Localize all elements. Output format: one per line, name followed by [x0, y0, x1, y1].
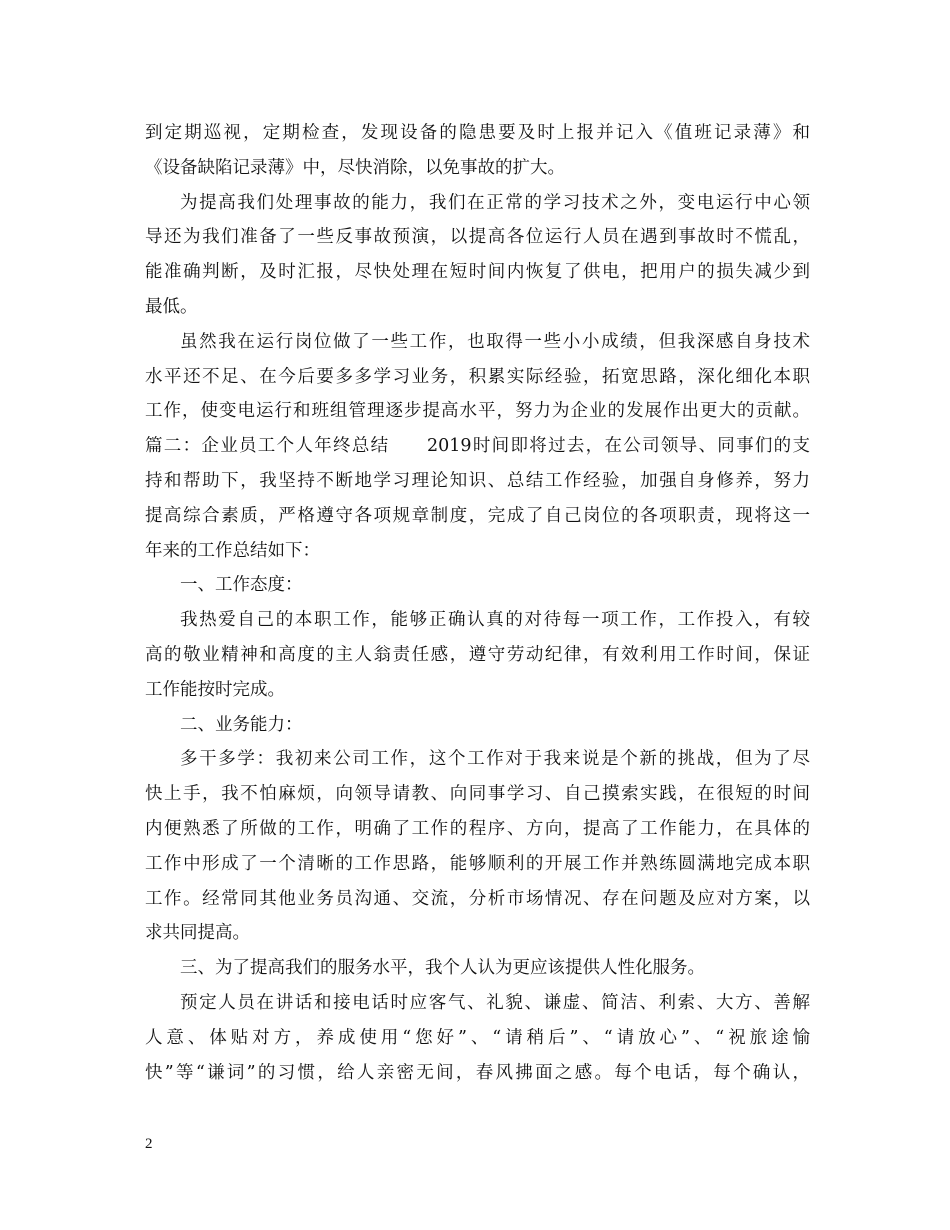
text-line: 为提高我们处理事故的能力，我们在正常的学习技术之外，变电运行中心领 — [180, 192, 810, 213]
text-line: 工作中形成了一个清晰的工作思路，能够顺利的开展工作并熟练圆满地完成本职 — [145, 853, 810, 874]
document-body — [145, 116, 810, 1090]
text-line: 求共同提高。 — [145, 923, 250, 944]
text-line: 三、为了提高我们的服务水平，我个人认为更应该提供人性化服务。 — [180, 958, 705, 979]
text-line: 一、工作态度： — [180, 575, 303, 596]
text-line: 到定期巡视，定期检查，发现设备的隐患要及时上报并记入《值班记录薄》和 — [145, 123, 810, 143]
text-line: 工作，使变电运行和班组管理逐步提高水平，努力为企业的发展作出更大的贡献。 — [145, 401, 810, 422]
text-line: 工作能按时完成。 — [145, 679, 285, 700]
text-line: 提高综合素质，严格遵守各项规章制度，完成了自己岗位的各项职责，现将这一 — [145, 505, 810, 526]
text-line: 篇二：企业员工个人年终总结 2019时间即将过去，在公司领导、同事们的支 — [145, 436, 810, 457]
text-line: 持和帮助下，我坚持不断地学习理论知识、总结工作经验，加强自身修养，努力 — [145, 470, 810, 491]
text-line: 年来的工作总结如下： — [145, 540, 320, 561]
text-line: 多干多学：我初来公司工作，这个工作对于我来说是个新的挑战，但为了尽 — [180, 749, 810, 770]
text-line: 能准确判断，及时汇报，尽快处理在短时间内恢复了供电，把用户的损失减少到 — [145, 262, 810, 283]
text-line: 人意、体贴对方，养成使用“您好”、“请稍后”、“请放心”、“祝旅途愉 — [145, 1027, 810, 1048]
text-line: 最低。 — [145, 296, 198, 317]
text-line: 二、业务能力： — [180, 714, 303, 735]
page-number: 2 — [145, 1136, 153, 1152]
text-line: 水平还不足、在今后要多多学习业务，积累实际经验，拓宽思路，深化细化本职 — [145, 366, 810, 387]
text-line: 高的敬业精神和高度的主人翁责任感，遵守劳动纪律，有效利用工作时间，保证 — [145, 644, 810, 665]
text-line: 预定人员在讲话和接电话时应客气、礼貌、谦虚、简洁、利索、大方、善解 — [180, 992, 810, 1013]
text-line: 我热爱自己的本职工作，能够正确认真的对待每一项工作，工作投入，有较 — [180, 610, 810, 631]
text-line: 《设备缺陷记录薄》中，尽快消除，以免事故的扩大。 — [145, 157, 565, 178]
text-line: 工作。经常同其他业务员沟通、交流，分析市场情况、存在问题及应对方案，以 — [145, 888, 810, 909]
text-line: 虽然我在运行岗位做了一些工作，也取得一些小小成绩，但我深感自身技术 — [180, 331, 810, 352]
text-line: 内便熟悉了所做的工作，明确了工作的程序、方向，提高了工作能力，在具体的 — [145, 818, 810, 839]
text-line: 导还为我们准备了一些反事故预演，以提高各位运行人员在遇到事故时不慌乱， — [145, 227, 810, 248]
text-line: 快上手，我不怕麻烦，向领导请教、向同事学习、自己摸索实践，在很短的时间 — [145, 784, 810, 805]
text-line: 快”等“谦词”的习惯，给人亲密无间，春风拂面之感。每个电话，每个确认， — [145, 1062, 810, 1083]
